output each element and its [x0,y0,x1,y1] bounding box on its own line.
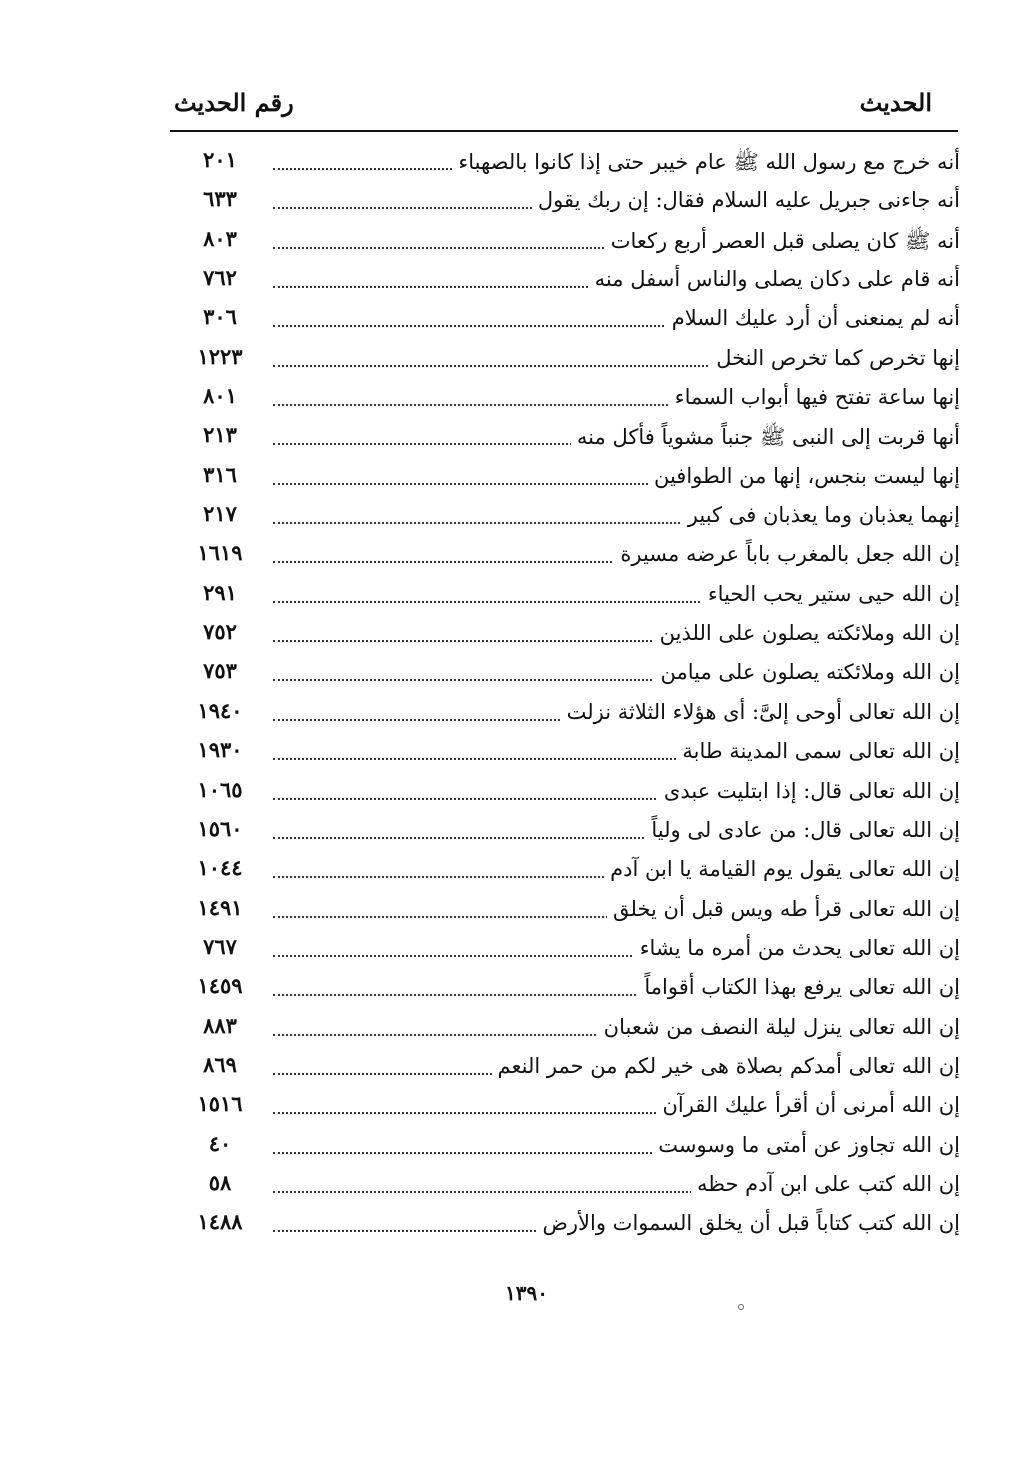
index-entry [185,814,960,853]
index-entry [185,1207,960,1246]
hadith-text: إن الله تعالى يقول يوم القيامة يا ابن آدم [604,857,960,881]
index-entry [185,696,960,735]
hadith-text: أنه جاءنى جبريل عليه السلام فقال: إن ربك يقول [532,188,960,212]
hadith-text: إن الله تعالى يحدث من أمره ما يشاء [634,936,960,960]
index-entry [185,460,960,499]
hadith-index-list [185,145,960,1247]
index-entry [185,538,960,577]
index-entry [185,1129,960,1168]
hadith-number: ١٦١٩ [197,540,243,566]
hadith-number: ١٢٢٣ [197,343,243,369]
print-speck [738,1304,744,1310]
hadith-number-column-title: رقم الحديث [174,88,294,117]
index-entry [185,342,960,381]
hadith-text: إن الله تعالى قرأ طه ويس قبل أن يخلق [607,897,960,921]
header-divider [170,130,958,132]
hadith-text: إنها ليست بنجس، إنها من الطوافين [648,464,960,488]
hadith-text: أنه لم يمنعنى أن أرد عليك السلام [666,306,960,330]
hadith-number: ٢٠١ [203,147,237,172]
hadith-number: ٨٠١ [203,383,237,409]
hadith-text: إن الله تعالى يرفع بهذا الكتاب أقواماً [638,975,960,999]
index-entry [185,775,960,814]
hadith-number: ٧٥٣ [203,658,237,684]
index-entry [185,853,960,892]
hadith-number: ٢٩١ [203,579,237,605]
hadith-text: إن الله حيى ستير يحب الحياء [702,582,960,606]
hadith-number: ١٥١٦ [197,1091,243,1117]
index-entry [185,499,960,538]
hadith-number: ١٩٤٠ [197,697,243,723]
index-entry [185,1089,960,1128]
index-entry [185,302,960,341]
hadith-text: أنه ﷺ كان يصلى قبل العصر أربع ركعات [605,228,960,259]
hadith-text: إن الله تجاوز عن أمتى ما وسوست [652,1133,960,1157]
hadith-text: إن الله تعالى أمدكم بصلاة هى خير لكم من حمر النعم [492,1054,960,1078]
index-entry [185,971,960,1010]
index-entry [185,893,960,932]
hadith-number: ١٠٤٤ [197,855,243,881]
hadith-text: إن الله تعالى قال: إذا ابتليت عبدى [658,779,960,803]
hadith-number: ٨٠٣ [203,225,237,251]
hadith-number: ١٩٣٠ [197,737,243,763]
index-entry [185,145,960,184]
index-entry [185,224,960,263]
hadith-text: إن الله تعالى سمى المدينة طابة [676,739,960,763]
hadith-number: ٦٣٣ [203,186,237,212]
hadith-text: إن الله جعل بالمغرب باباً عرضه مسيرة [614,542,960,566]
index-entry [185,617,960,656]
hadith-text: أنها قربت إلى النبى ﷺ جنباً مشوياً فأكل منه [571,424,960,455]
hadith-text: إن الله وملائكته يصلون على ميامن [654,660,960,684]
hadith-text: إن الله كتب على ابن آدم حظه [691,1172,960,1196]
hadith-number: ١٥٦٠ [197,815,243,841]
hadith-number: ٤٠ [208,1130,232,1156]
index-entry [185,578,960,617]
hadith-text: إن الله وملائكته يصلون على اللذين [654,621,960,645]
hadith-text: إنهما يعذبان وما يعذبان فى كبير [682,503,960,527]
hadith-text: أنه خرج مع رسول الله ﷺ عام خيبر حتى إذا كانوا بالصهباء [452,149,960,180]
hadith-number: ٨٨٣ [203,1012,237,1038]
hadith-number: ٣٠٦ [203,304,237,330]
hadith-text: إن الله تعالى قال: من عادى لى ولياً [645,818,960,842]
hadith-column-title: الحديث [859,88,932,117]
index-entry [185,1168,960,1207]
index-entry [185,932,960,971]
hadith-number: ٥٨ [208,1169,232,1195]
index-entry [185,184,960,223]
page-header [170,88,960,128]
hadith-text: إن الله تعالى أوحى إلىَّ: أى هؤلاء الثلاثة نزلت [561,700,960,724]
hadith-text: إنها تخرص كما تخرص النخل [710,346,960,370]
index-entry [185,420,960,459]
hadith-number: ٨٦٩ [203,1051,237,1077]
hadith-text: إن الله تعالى ينزل ليلة النصف من شعبان [598,1015,960,1039]
hadith-number: ١٠٦٥ [197,776,243,802]
page-number: ١٣٩٠ [505,1281,548,1305]
hadith-number: ٢١٧ [203,501,237,527]
index-entry [185,1011,960,1050]
index-entry [185,381,960,420]
hadith-text: إن الله كتب كتاباً قبل أن يخلق السموات والأرض [537,1211,960,1235]
hadith-number: ٧٦٢ [203,265,237,291]
index-entry [185,656,960,695]
hadith-number: ٣١٦ [203,461,237,487]
index-entry [185,1050,960,1089]
hadith-number: ١٤٩١ [197,894,243,920]
index-entry [185,263,960,302]
hadith-number: ٧٦٧ [203,933,237,959]
hadith-number: ٢١٣ [203,422,237,448]
hadith-text: إن الله أمرنى أن أقرأ عليك القرآن [656,1093,960,1117]
hadith-number: ١٤٥٩ [197,973,243,999]
index-entry [185,735,960,774]
hadith-text: أنه قام على دكان يصلى والناس أسفل منه [589,267,960,291]
hadith-text: إنها ساعة تفتح فيها أبواب السماء [669,385,960,409]
hadith-number: ١٤٨٨ [197,1209,243,1235]
hadith-number: ٧٥٢ [203,619,237,645]
